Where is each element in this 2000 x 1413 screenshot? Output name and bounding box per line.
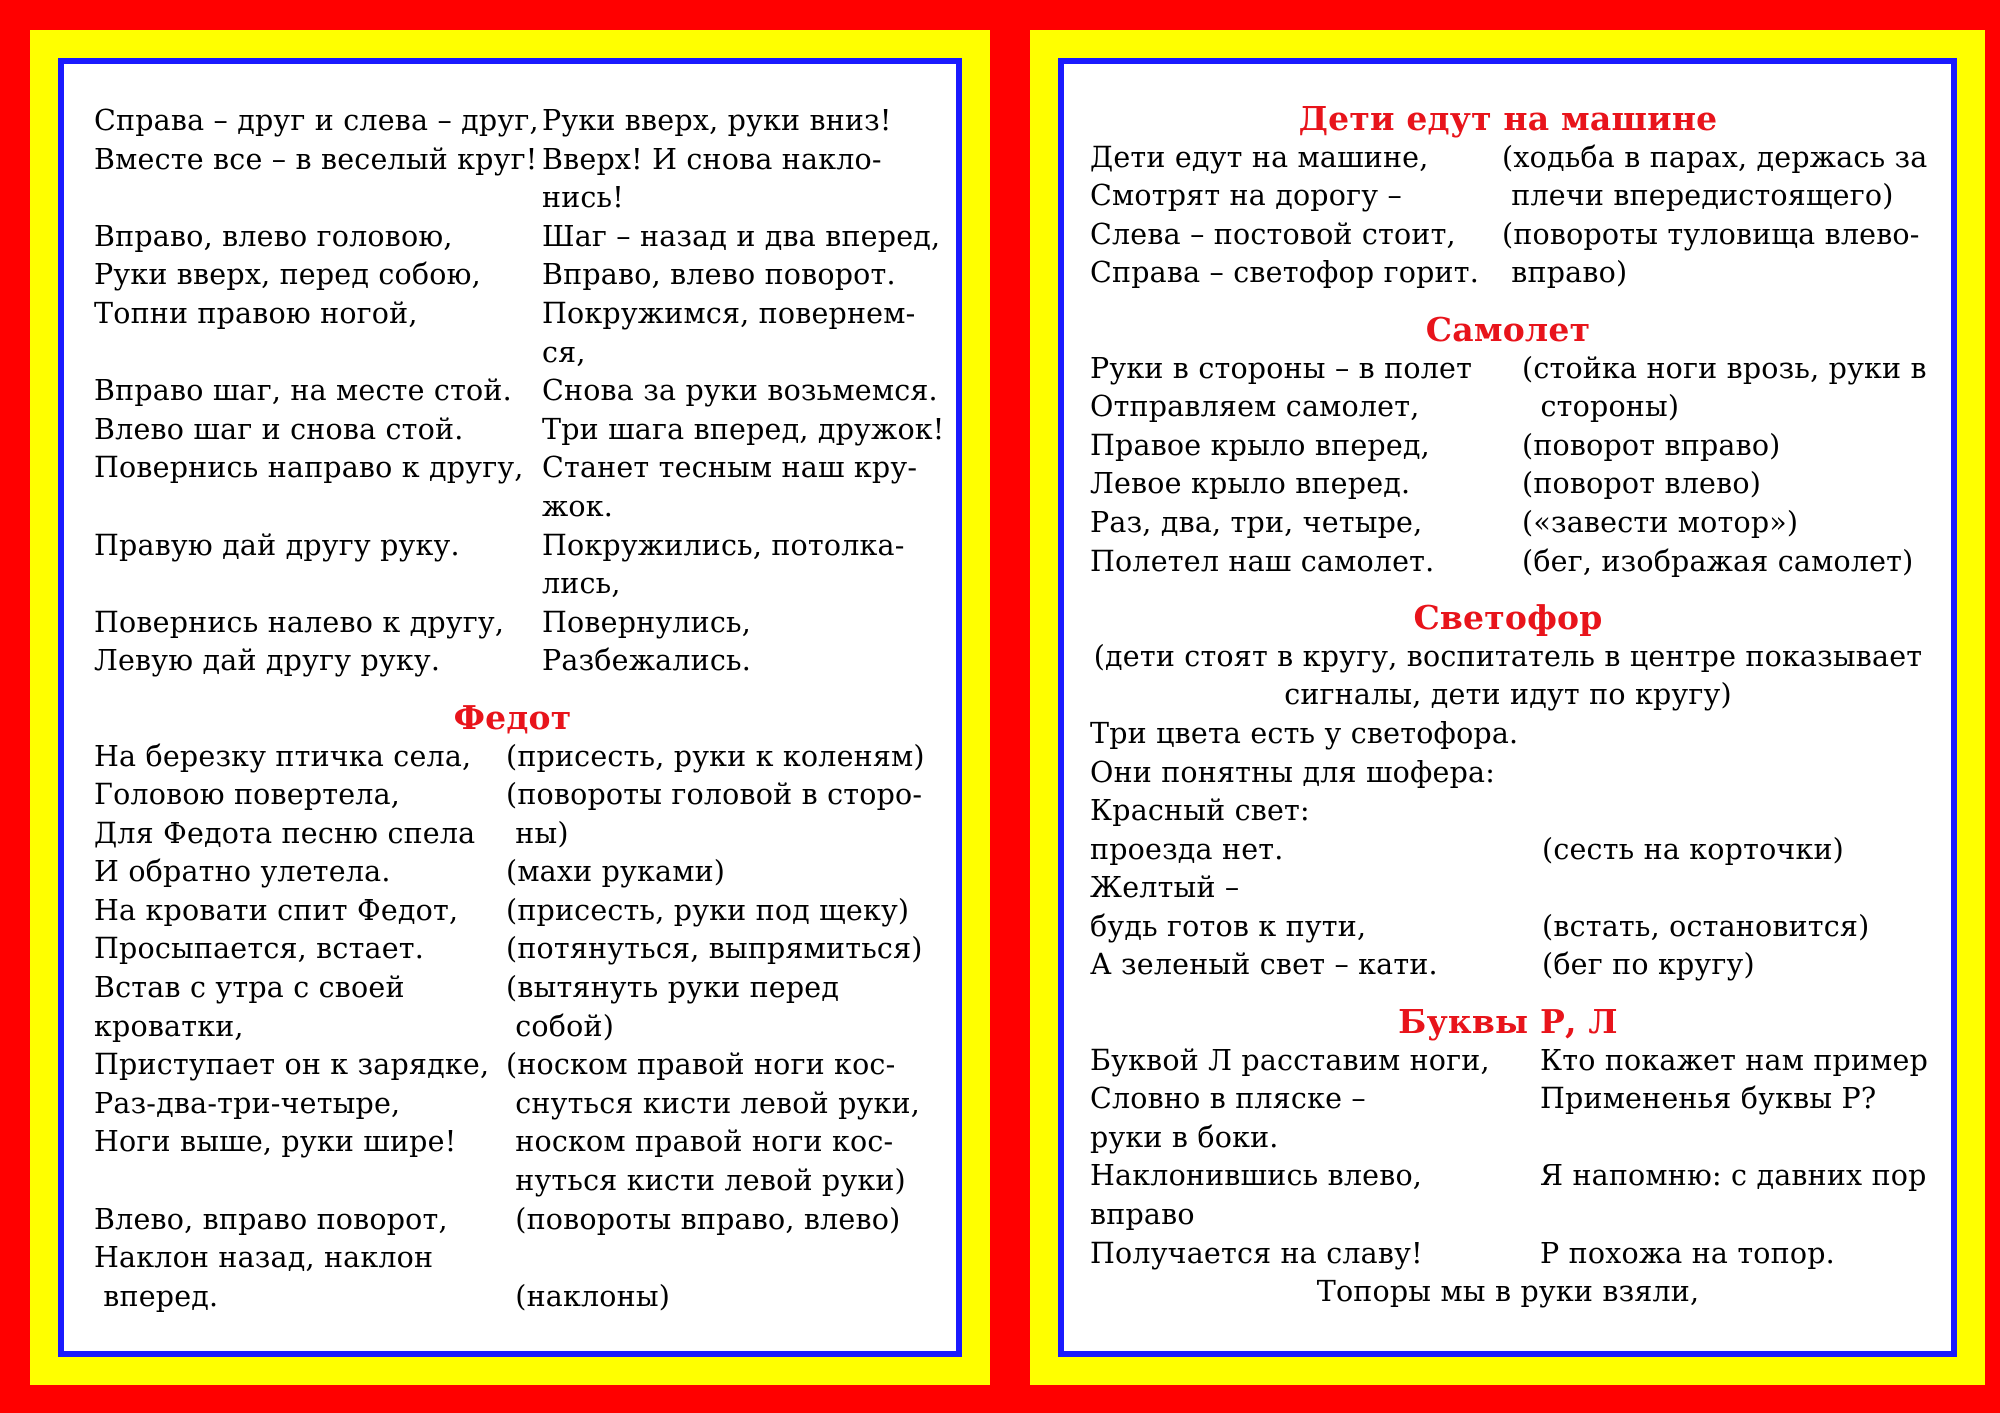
plane-heading: Самолет xyxy=(1425,309,1591,349)
light-note xyxy=(1542,792,1926,831)
cars-line xyxy=(1090,139,1926,178)
fedot-line xyxy=(94,1085,931,1124)
poem-note: Шаг – назад и два вперед, xyxy=(542,219,941,253)
poem-line xyxy=(94,449,931,488)
poem-note: Покружились, потолка- xyxy=(542,528,905,562)
poem-note: жок. xyxy=(542,489,614,523)
fedot-note: нуться кисти левой руки) xyxy=(506,1164,906,1198)
light-line xyxy=(1090,792,1926,831)
fedot-text: Наклон назад, наклон xyxy=(94,1241,434,1275)
fedot-line xyxy=(94,1123,931,1162)
light-text: Красный свет: xyxy=(1090,794,1310,828)
poem-note: Руки вверх, руки вниз! xyxy=(542,104,892,137)
poem-text: Правую дай другу руку. xyxy=(94,528,460,562)
cars-line xyxy=(1090,177,1926,216)
plane-text: Полетел наш самолет. xyxy=(1090,544,1435,578)
fedot-note: (повороты вправо, влево) xyxy=(506,1202,901,1236)
poem-line xyxy=(94,527,931,566)
light-note: (встать, остановится) xyxy=(1542,909,1870,943)
letters-note: Р похожа на топор. xyxy=(1540,1236,1835,1270)
plane-note: (поворот влево) xyxy=(1522,467,1762,501)
letters-text: Наклонившись влево, xyxy=(1090,1159,1423,1193)
poem-note: нись! xyxy=(542,181,624,215)
poem-line xyxy=(94,102,931,141)
poem-note: Разбежались. xyxy=(542,644,751,678)
plane-note: (стойка ноги врозь, руки в xyxy=(1522,351,1927,385)
poem-line xyxy=(94,295,931,334)
poem-line xyxy=(94,488,931,527)
light-note-line-2: сигналы, дети идут по кругу) xyxy=(1284,678,1732,712)
poem-note: Повернулись, xyxy=(542,605,751,639)
light-block xyxy=(1090,715,1926,985)
right-panel-yellow-border xyxy=(1030,30,1985,1385)
poem-line xyxy=(94,141,931,180)
plane-text: Руки в стороны – в полет xyxy=(1090,351,1473,385)
cars-block xyxy=(1090,139,1926,293)
fedot-note: (махи руками) xyxy=(506,855,726,889)
fedot-note: (вытянуть руки перед xyxy=(506,971,840,1005)
fedot-text: Просыпается, встает. xyxy=(94,932,425,966)
left-panel-blue-border xyxy=(58,58,962,1357)
poem-text: Топни правою ногой, xyxy=(94,296,418,330)
fedot-block xyxy=(94,738,931,1317)
fedot-note: (повороты головой в сторо- xyxy=(506,778,923,812)
poem-line xyxy=(94,642,931,681)
plane-text: Раз, два, три, четыре, xyxy=(1090,505,1423,539)
light-heading: Светофор xyxy=(1413,598,1603,638)
fedot-text: кроватки, xyxy=(94,1009,244,1043)
light-line xyxy=(1090,754,1926,793)
letters-line xyxy=(1090,1157,1926,1196)
poem-text xyxy=(94,334,542,373)
light-note: (бег по кругу) xyxy=(1542,948,1755,982)
left-panel-yellow-border xyxy=(30,30,990,1385)
poem-text: Повернись налево к другу, xyxy=(94,605,505,639)
fedot-note: собой) xyxy=(506,1009,615,1043)
letters-line xyxy=(1090,1080,1926,1119)
fedot-text: И обратно улетела. xyxy=(94,855,391,889)
light-line xyxy=(1090,715,1926,754)
poem-text xyxy=(94,488,542,527)
fedot-line xyxy=(94,1162,931,1201)
letters-line xyxy=(1090,1119,1926,1158)
letters-text: руки в боки. xyxy=(1090,1120,1279,1154)
plane-block xyxy=(1090,350,1926,582)
plane-note: стороны) xyxy=(1522,390,1680,424)
left-panel-content xyxy=(94,102,945,1316)
letters-note xyxy=(1540,1196,1926,1235)
light-text: Желтый – xyxy=(1090,871,1240,905)
cars-note: (ходьба в парах, держась за xyxy=(1502,140,1928,174)
fedot-note: (присесть, руки к коленям) xyxy=(506,739,925,773)
poem-line xyxy=(94,565,931,604)
letters-text: Словно в пляске – xyxy=(1090,1082,1366,1116)
cars-heading: Дети едут на машине xyxy=(1298,99,1718,138)
light-text: будь готов к пути, xyxy=(1090,909,1367,943)
letters-note: Примененья буквы Р? xyxy=(1540,1082,1877,1116)
fedot-line xyxy=(94,930,931,969)
letters-block xyxy=(1090,1042,1929,1274)
letters-note xyxy=(1540,1119,1926,1158)
poem-note: Станет тесным наш кру- xyxy=(542,451,918,485)
fedot-text: Влево, вправо поворот, xyxy=(94,1202,448,1236)
fedot-text: Ноги выше, руки шире! xyxy=(94,1125,457,1159)
cars-note: вправо) xyxy=(1502,256,1628,290)
fedot-note: носком правой ноги кос- xyxy=(506,1125,894,1159)
poem-line xyxy=(94,411,945,450)
cars-line xyxy=(1090,254,1926,293)
fedot-line xyxy=(94,892,931,931)
letters-line xyxy=(1090,1235,1926,1274)
fedot-text: На кровати спит Федот, xyxy=(94,893,459,927)
fedot-line xyxy=(94,969,931,1008)
fedot-note xyxy=(506,1239,931,1278)
fedot-note: (присесть, руки под щеку) xyxy=(506,893,910,927)
fedot-note: (носком правой ноги кос- xyxy=(506,1048,896,1082)
letters-line xyxy=(1090,1042,1929,1081)
poem-line xyxy=(94,256,931,295)
poem-text: Левую дай другу руку. xyxy=(94,644,441,678)
plane-line xyxy=(1090,427,1926,466)
plane-note: (поворот вправо) xyxy=(1522,428,1781,462)
fedot-line xyxy=(94,1278,931,1317)
light-line xyxy=(1090,869,1926,908)
left-panel xyxy=(64,64,956,1351)
plane-text: Левое крыло вперед. xyxy=(1090,467,1411,501)
fedot-note: снуться кисти левой руки, xyxy=(506,1086,920,1120)
plane-note: («завести мотор») xyxy=(1522,505,1799,539)
light-note-line-1: (дети стоят в кругу, воспитатель в центре показывает xyxy=(1093,639,1923,673)
poem-note: Вверх! И снова накло- xyxy=(542,142,882,176)
cars-note: плечи впередистоящего) xyxy=(1502,179,1894,213)
plane-line xyxy=(1090,388,1926,427)
light-text: А зеленый свет – кати. xyxy=(1090,948,1438,982)
letters-last-line: Топоры мы в руки взяли, xyxy=(1316,1275,1700,1309)
fedot-heading: Федот xyxy=(453,697,572,737)
light-note: (сесть на корточки) xyxy=(1542,832,1845,866)
fedot-text: Головою повертела, xyxy=(94,778,401,812)
plane-text: Правое крыло вперед, xyxy=(1090,428,1430,462)
cars-text: Слева – постовой стоит, xyxy=(1090,217,1456,251)
fedot-line xyxy=(94,853,931,892)
fedot-line xyxy=(94,1046,931,1085)
plane-note: (бег, изображая самолет) xyxy=(1522,544,1914,578)
fedot-text: Приступает он к зарядке, xyxy=(94,1048,490,1082)
poem-block xyxy=(94,102,945,681)
plane-line xyxy=(1090,465,1926,504)
letters-text: вправо xyxy=(1090,1198,1195,1232)
poem-text: Повернись направо к другу, xyxy=(94,451,524,485)
poem-text: Влево шаг и снова стой. xyxy=(94,412,464,446)
cars-line xyxy=(1090,216,1926,255)
fedot-note: (потянуться, выпрямиться) xyxy=(506,932,923,966)
light-note xyxy=(1542,869,1926,908)
fedot-line xyxy=(94,1201,931,1240)
plane-line xyxy=(1090,543,1926,582)
poem-line xyxy=(94,372,938,411)
light-line xyxy=(1090,831,1926,870)
letters-heading: Буквы Р, Л xyxy=(1398,1002,1618,1042)
poem-line xyxy=(94,179,931,218)
fedot-note: (наклоны) xyxy=(506,1279,671,1313)
poem-text xyxy=(94,565,542,604)
poem-note: Снова за руки возьмемся. xyxy=(542,374,938,408)
poem-text: Руки вверх, перед собою, xyxy=(94,258,481,292)
right-panel-content xyxy=(1090,99,1929,1312)
plane-line xyxy=(1090,504,1926,543)
light-note xyxy=(1542,754,1926,793)
letters-line xyxy=(1090,1196,1926,1235)
fedot-note: ны) xyxy=(506,816,569,850)
light-text: Они понятны для шофера: xyxy=(1090,755,1496,789)
plane-line xyxy=(1090,350,1926,389)
light-line xyxy=(1090,908,1926,947)
poem-text: Справа – друг и слева – друг, xyxy=(94,104,539,137)
poem-note: лись, xyxy=(542,567,621,601)
cars-text: Смотрят на дорогу – xyxy=(1090,179,1402,213)
light-text: проезда нет. xyxy=(1090,832,1284,866)
fedot-line xyxy=(94,776,931,815)
light-note xyxy=(1542,715,1926,754)
poem-text: Вместе все – в веселый круг! xyxy=(94,142,538,176)
poem-text: Вправо, влево головою, xyxy=(94,219,453,253)
letters-text: Буквой Л расставим ноги, xyxy=(1090,1043,1490,1077)
fedot-text: Раз-два-три-четыре, xyxy=(94,1086,401,1120)
fedot-text: Встав с утра с своей xyxy=(94,971,405,1005)
fedot-text: Для Федота песню спела xyxy=(94,816,476,850)
poem-text: Вправо шаг, на месте стой. xyxy=(94,374,512,408)
poem-line xyxy=(94,334,931,373)
fedot-line xyxy=(94,738,931,777)
light-line xyxy=(1090,946,1926,985)
letters-text: Получается на славу! xyxy=(1090,1236,1423,1270)
poem-note: Вправо, влево поворот. xyxy=(542,258,896,292)
fedot-line xyxy=(94,815,931,854)
fedot-line xyxy=(94,1008,931,1047)
poem-line xyxy=(94,604,931,643)
cars-note: (повороты туловища влево- xyxy=(1502,217,1920,251)
cars-text: Дети едут на машине, xyxy=(1090,140,1429,174)
plane-text: Отправляем самолет, xyxy=(1090,390,1420,424)
letters-note: Я напомню: с давних пор xyxy=(1540,1159,1927,1193)
poem-text xyxy=(94,179,542,218)
right-panel xyxy=(1064,64,1951,1351)
poem-line xyxy=(94,218,941,257)
fedot-line xyxy=(94,1239,931,1278)
fedot-text: На березку птичка села, xyxy=(94,739,472,773)
fedot-text xyxy=(94,1162,506,1201)
poem-note: Покружимся, повернем- xyxy=(542,296,916,330)
right-panel-blue-border xyxy=(1058,58,1957,1357)
poem-note: ся, xyxy=(542,335,586,369)
cars-text: Справа – светофор горит. xyxy=(1090,256,1479,290)
letters-note: Кто покажет нам пример xyxy=(1540,1043,1929,1077)
fedot-text: вперед. xyxy=(94,1279,219,1313)
poem-note: Три шага вперед, дружок! xyxy=(542,412,945,446)
light-text: Три цвета есть у светофора. xyxy=(1090,716,1519,750)
